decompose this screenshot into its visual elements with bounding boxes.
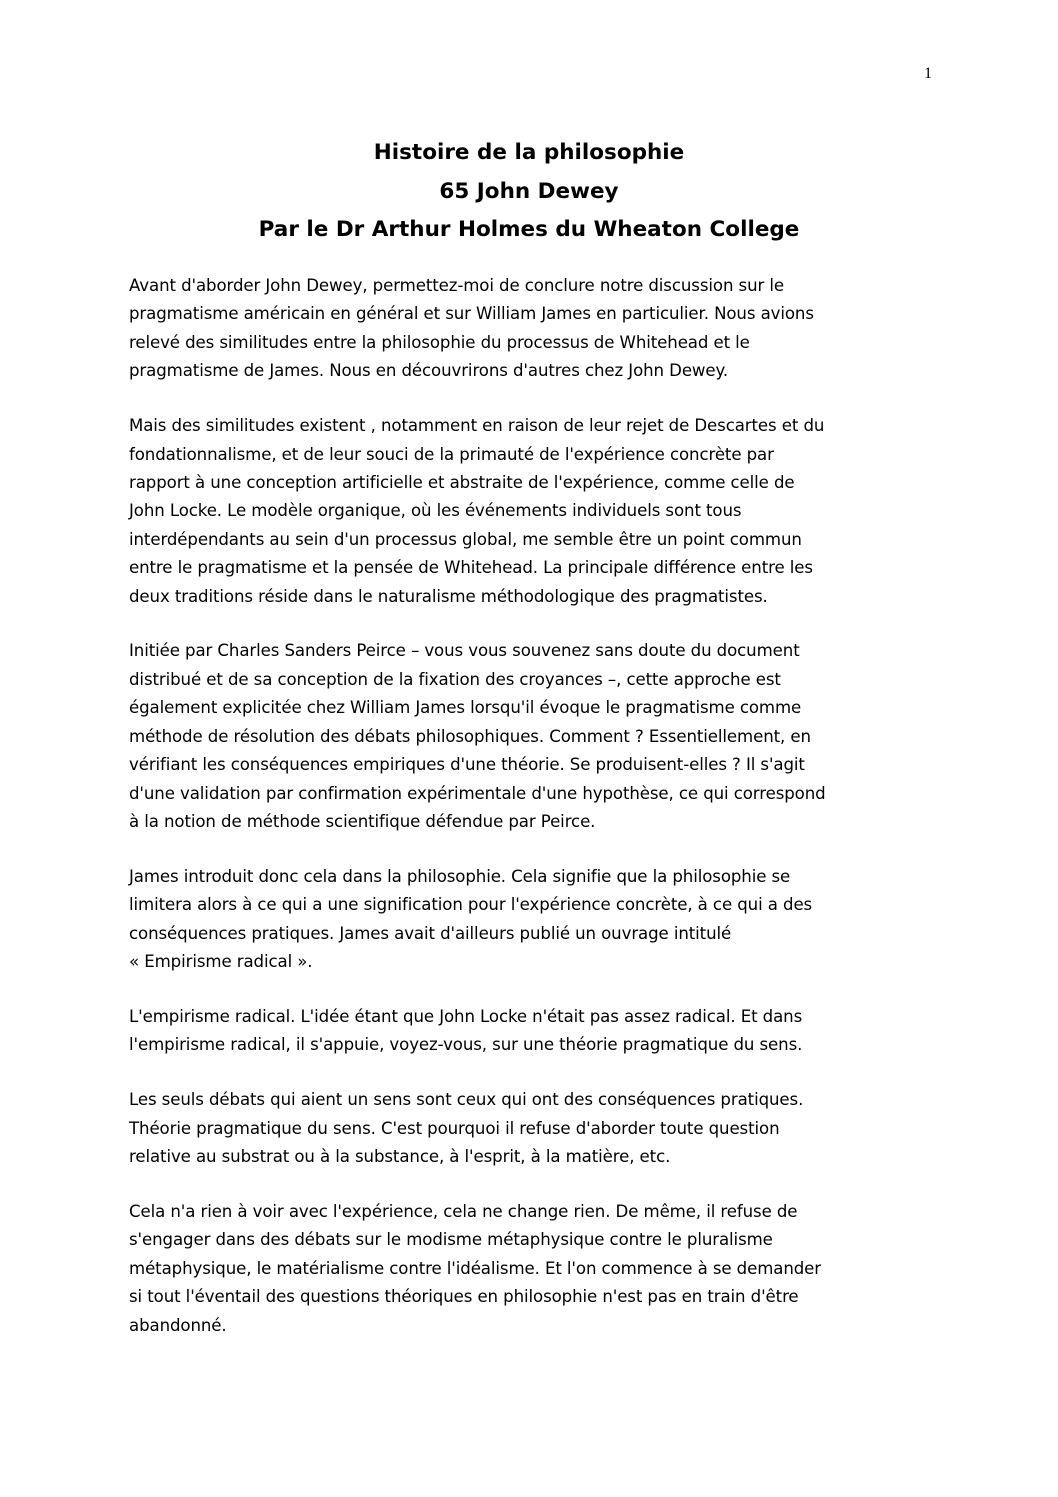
text-line: John Locke. Le modèle organique, où les événements individuels sont tous	[129, 501, 742, 521]
text-line: entre le pragmatisme et la pensée de Whitehead. La principale différence entre les	[129, 558, 813, 578]
paragraph-4	[129, 863, 929, 977]
text-line: deux traditions réside dans le naturalisme méthodologique des pragmatistes.	[129, 586, 768, 606]
text-line: Les seuls débats qui aient un sens sont ceux qui ont des conséquences pratiques.	[129, 1090, 804, 1110]
text-line: conséquences pratiques. James avait d'ailleurs publié un ouvrage intitulé	[129, 923, 732, 943]
text-line: métaphysique, le matérialisme contre l'idéalisme. Et l'on commence à se demander	[129, 1258, 822, 1278]
text-line: si tout l'éventail des questions théoriques en philosophie n'est pas en train d'être	[129, 1287, 799, 1307]
text-line: abandonné.	[129, 1315, 227, 1335]
text-line: interdépendants au sein d'un processus global, me semble être un point commun	[129, 529, 802, 549]
text-line: Théorie pragmatique du sens. C'est pourquoi il refuse d'aborder toute question	[129, 1118, 780, 1138]
title-line-author: Par le Dr Arthur Holmes du Wheaton College	[258, 217, 800, 242]
paragraph-1	[129, 272, 929, 386]
text-line: distribué et de sa conception de la fixation des croyances –, cette approche est	[129, 669, 781, 689]
text-line: rapport à une conception artificielle et abstraite de l'expérience, comme celle de	[129, 472, 795, 492]
text-line: L'empirisme radical. L'idée étant que John Locke n'était pas assez radical. Et dans	[129, 1006, 803, 1026]
text-line: relative au substrat ou à la substance, à l'esprit, à la matière, etc.	[129, 1147, 671, 1167]
paragraph-5	[129, 1003, 929, 1060]
text-line: « Empirisme radical ».	[129, 952, 313, 972]
text-line: méthode de résolution des débats philosophiques. Comment ? Essentiellement, en	[129, 726, 811, 746]
paragraph-7	[129, 1198, 929, 1340]
document-title	[129, 134, 929, 250]
paragraph-2	[129, 412, 929, 611]
text-line: Avant d'aborder John Dewey, permettez-moi de conclure notre discussion sur le	[129, 276, 785, 295]
text-line: fondationnalisme, et de leur souci de la primauté de l'expérience concrète par	[129, 444, 774, 464]
page-number: 1	[924, 65, 932, 82]
text-line: limitera alors à ce qui a une signification pour l'expérience concrète, à ce qui a des	[129, 895, 813, 915]
text-line: James introduit donc cela dans la philosophie. Cela signifie que la philosophie se	[129, 866, 791, 886]
text-line: vérifiant les conséquences empiriques d'une théorie. Se produisent-elles ? Il s'agit	[129, 755, 805, 775]
paragraph-3	[129, 637, 929, 836]
text-line: l'empirisme radical, il s'appuie, voyez-vous, sur une théorie pragmatique du sens.	[129, 1035, 803, 1055]
text-line: Cela n'a rien à voir avec l'expérience, cela ne change rien. De même, il refuse de	[129, 1201, 798, 1221]
title-line-lecture: 65 John Dewey	[439, 178, 619, 204]
text-line: également explicitée chez William James lorsqu'il évoque le pragmatisme comme	[129, 698, 802, 718]
title-line-course: Histoire de la philosophie	[373, 140, 685, 165]
text-line: relevé des similitudes entre la philosophie du processus de Whitehead et le	[129, 332, 750, 352]
paragraph-6	[129, 1086, 929, 1171]
text-line: à la notion de méthode scientifique défendue par Peirce.	[129, 811, 596, 831]
document-body	[129, 272, 929, 1367]
text-line: pragmatisme de James. Nous en découvrirons d'autres chez John Dewey.	[129, 361, 729, 381]
text-line: pragmatisme américain en général et sur William James en particulier. Nous avions	[129, 304, 814, 324]
text-line: Mais des similitudes existent , notamment en raison de leur rejet de Descartes et du	[129, 416, 825, 436]
text-line: d'une validation par confirmation expérimentale d'une hypothèse, ce qui correspond	[129, 783, 826, 803]
text-line: s'engager dans des débats sur le modisme métaphysique contre le pluralisme	[129, 1230, 773, 1250]
text-line: Initiée par Charles Sanders Peirce – vous vous souvenez sans doute du document	[129, 641, 800, 661]
